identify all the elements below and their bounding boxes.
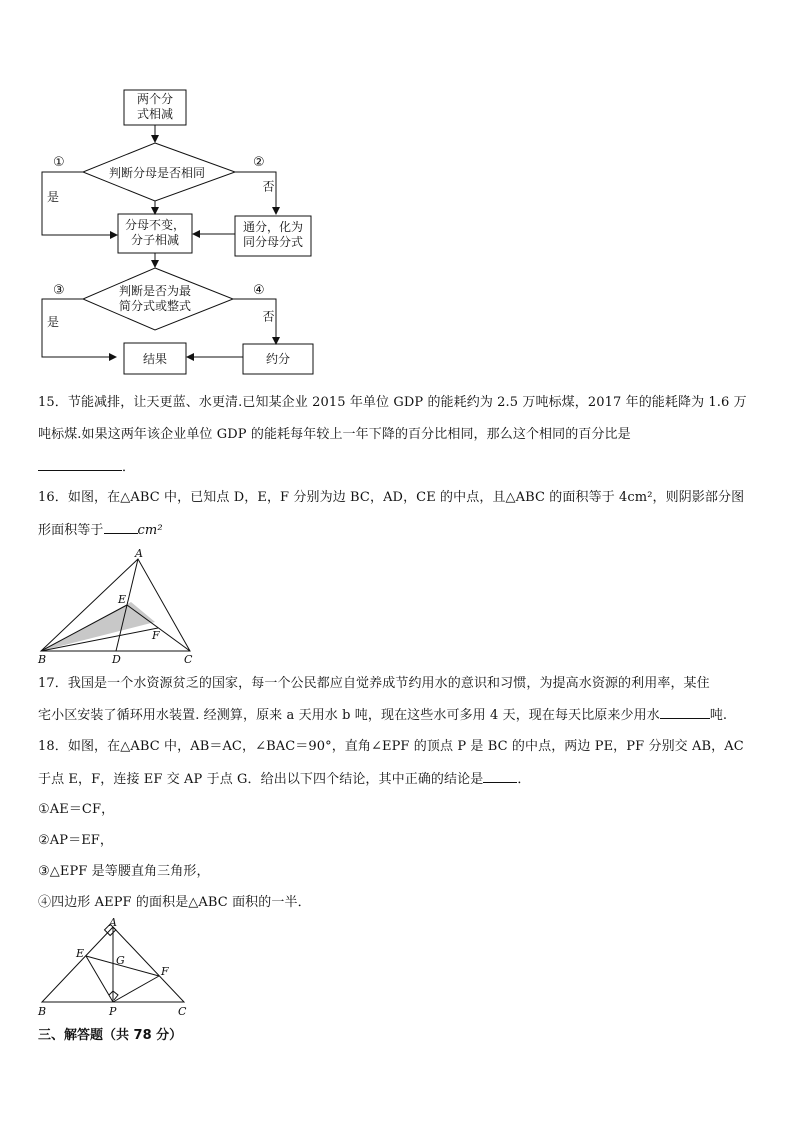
q18-line-2-end: ． xyxy=(517,772,531,787)
q16-label-d: D xyxy=(112,653,121,666)
decision2-text xyxy=(100,284,210,314)
q16-triangle-abc xyxy=(41,559,190,651)
yes-label-2: 是 xyxy=(47,315,60,329)
q15-end: ． xyxy=(122,460,136,475)
q16-line-2-text: 形面积等于 xyxy=(38,523,104,538)
common-denominator-text xyxy=(235,220,311,250)
same-denominator-line-1: 分母不变， xyxy=(124,218,185,232)
q18-answer-blank[interactable] xyxy=(483,770,517,783)
decision1-text: 判断分母是否相同 xyxy=(108,166,205,180)
common-denominator-line-1: 通分，化为 xyxy=(242,220,303,234)
q18-item-1: ①AE＝CF， xyxy=(38,802,115,817)
q16-segment-ce xyxy=(127,605,190,651)
q18-segment-pe xyxy=(86,956,113,1002)
same-denominator-text xyxy=(118,218,192,248)
decision2-line-2: 简分式或整式 xyxy=(118,299,191,313)
q18-label-b: B xyxy=(38,1005,47,1018)
q18-line-2-text: 于点 E，F，连接 EF 交 AP 于点 G．给出以下四个结论，其中正确的结论是 xyxy=(38,772,484,787)
q18-segment-pf xyxy=(113,976,159,1002)
yes-label-1: 是 xyxy=(47,190,60,204)
marker-2: ② xyxy=(253,155,265,170)
q17-line-2-text: 宅小区安装了循环用水装置. 经测算，原来 a 天用水 b 吨，现在这些水可多用 4 天，现在每天比原来少用水 xyxy=(38,708,660,723)
q16-answer-blank[interactable] xyxy=(104,521,138,534)
q15-line-2: 吨标煤.如果这两年该企业单位 GDP 的能耗每年较上一年下降的百分比相同，那么这个相同的百分比是 xyxy=(38,427,631,442)
start-box-text xyxy=(124,92,186,122)
q18-label-g: G xyxy=(116,954,125,967)
q16-unit: cm² xyxy=(137,523,163,538)
q17-line-1: 17．我国是一个水资源贫乏的国家，每一个公民都应自觉养成节约用水的意识和习惯，为提高水资源的利用率，某住 xyxy=(38,676,710,691)
q18-item-4: ④四边形 AEPF 的面积是△ABC 面积的一半． xyxy=(38,895,311,910)
q18-item-3: ③△EPF 是等腰直角三角形， xyxy=(38,864,210,879)
same-denominator-line-2: 分子相减 xyxy=(130,233,179,247)
q18-label-a: A xyxy=(109,916,117,929)
q17-line-2 xyxy=(38,706,768,725)
q15-line-3 xyxy=(38,458,768,477)
marker-4: ④ xyxy=(253,283,265,298)
q16-label-b: B xyxy=(38,653,47,666)
q18-triangle-figure xyxy=(30,915,200,1023)
q18-line-1: 18．如图，在△ABC 中，AB＝AC，∠BAC＝90°，直角∠EPF 的顶点 P 是 BC 的中点，两边 PE，PF 分别交 AB，AC xyxy=(38,739,744,754)
q17-answer-blank[interactable] xyxy=(660,706,710,719)
q16-label-a: A xyxy=(135,547,143,560)
q16-label-e: E xyxy=(118,593,127,606)
q16-triangle-figure xyxy=(30,545,210,670)
reduce-text: 约分 xyxy=(265,352,290,366)
q16-label-c: C xyxy=(184,653,193,666)
fraction-subtraction-flowchart xyxy=(0,0,794,380)
start-line-2: 式相减 xyxy=(136,107,173,121)
no-label-2: 否 xyxy=(261,310,275,322)
q18-line-2 xyxy=(38,770,768,789)
decision2-line-1: 判断是否为最 xyxy=(118,284,191,298)
q16-line-2 xyxy=(38,521,768,540)
section-3-heading: 三、解答题（共 78 分） xyxy=(38,1028,183,1043)
q15-line-1: 15．节能减排，让天更蓝、水更清.已知某企业 2015 年单位 GDP 的能耗约为 2.5 万吨标煤，2017 年的能耗降为 1.6 万 xyxy=(38,395,747,410)
q18-item-2: ②AP＝EF， xyxy=(38,833,113,848)
marker-1: ① xyxy=(53,155,65,170)
no-label-1: 否 xyxy=(261,180,275,192)
q17-line-2-end: 吨. xyxy=(709,708,728,723)
common-denominator-line-2: 同分母分式 xyxy=(242,235,303,249)
q16-line-1: 16．如图，在△ABC 中，已知点 D，E，F 分别为边 BC，AD，CE 的中点，且△ABC 的面积等于 4cm²，则阴影部分图 xyxy=(38,490,745,505)
result-text: 结果 xyxy=(142,352,167,366)
q16-label-f: F xyxy=(152,629,160,642)
q18-label-e: E xyxy=(76,947,85,960)
q18-label-p: P xyxy=(109,1005,117,1018)
q16-shaded-region xyxy=(41,602,155,651)
start-line-1: 两个分 xyxy=(136,92,173,106)
marker-3: ③ xyxy=(53,283,65,298)
q18-label-c: C xyxy=(178,1005,187,1018)
q18-label-f: F xyxy=(161,965,169,978)
q15-answer-blank[interactable] xyxy=(38,458,122,471)
